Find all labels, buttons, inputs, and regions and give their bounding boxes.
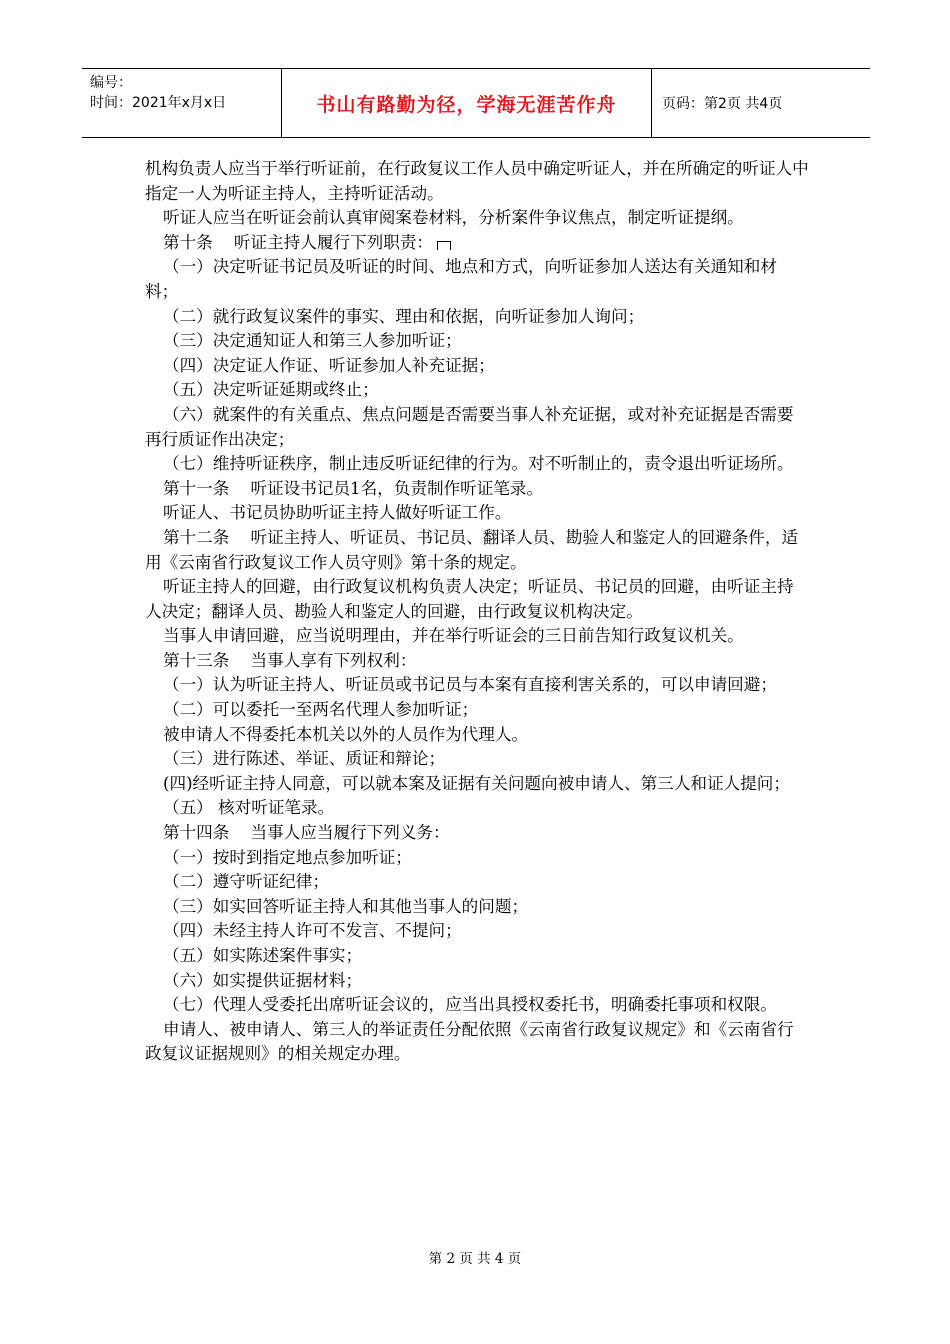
edit-mark-icon [437,241,451,250]
paragraph [145,157,810,206]
paragraph [145,378,810,403]
paragraph-text: （七）代理人受委托出席听证会议的，应当出具授权委托书，明确委托事项和权限。 [163,995,777,1015]
paragraph-text: 第十条 听证主持人履行下列职责： [163,232,434,252]
paragraph [145,649,810,674]
paragraph-text: （四）决定证人作证、听证参加人补充证据； [163,355,495,375]
paragraph [145,1018,810,1067]
paragraph-text: （二）遵守听证纪律； [163,872,329,892]
paragraph-text: 第十一条 听证设书记员1名，负责制作听证笔录。 [163,478,544,498]
paragraph [145,624,810,649]
paragraph-text: （五） 核对听证笔录。 [163,798,335,818]
paragraph [145,575,810,624]
paragraph-text: （六）就案件的有关重点、焦点问题是否需要当事人补充证据，或对补充证据是否需要再行质证作出决定； [145,404,794,449]
paragraph-text: （三）如实回答听证主持人和其他当事人的问题； [163,896,529,916]
paragraph [145,796,810,821]
paragraph-text: （一）认为听证主持人、听证员或书记员与本案有直接利害关系的，可以申请回避； [163,675,777,695]
paragraph [145,944,810,969]
paragraph-text: 第十二条 听证主持人、听证员、书记员、翻译人员、勘验人和鉴定人的回避条件，适用《云南省行政复议工作人员守则》第十条的规定。 [145,527,799,572]
header-meta [82,69,282,137]
paragraph-text: （三）决定通知证人和第三人参加听证； [163,331,462,351]
paragraph-text: （七）维持听证秩序，制止违反听证纪律的行为。对不听制止的，责令退出听证场所。 [163,454,794,474]
paragraph [145,673,810,698]
paragraph [145,969,810,994]
document-body [145,157,810,1067]
paragraph [145,698,810,723]
page-footer: 第 2 页 共 4 页 [428,1251,522,1267]
paragraph-text: 第十四条 当事人应当履行下列义务： [163,823,450,843]
paragraph-text: （二）可以委托一至两名代理人参加听证； [163,700,479,720]
paragraph-text: （一）按时到指定地点参加听证； [163,847,412,867]
paragraph-text: （三）进行陈述、举证、质证和辩论； [163,749,446,769]
paragraph-text: 听证人、书记员协助听证主持人做好听证工作。 [163,503,512,523]
paragraph [145,206,810,231]
paragraph-text: 听证人应当在听证会前认真审阅案卷材料，分析案件争议焦点，制定听证提纲。 [163,208,744,228]
paragraph-text: (四)经听证主持人同意，可以就本案及证据有关问题向被申请人、第三人和证人提问； [163,773,790,793]
paragraph [145,305,810,330]
paragraph-text: 第十三条 当事人享有下列权利： [163,650,417,670]
document-time-label: 时间：2021年x月x日 [90,95,227,111]
paragraph [145,821,810,846]
paragraph-text: （五）如实陈述案件事实； [163,946,363,965]
paragraph [145,846,810,871]
paragraph [145,354,810,379]
paragraph [145,772,810,797]
paragraph [145,895,810,920]
paragraph-text: 听证主持人的回避，由行政复议机构负责人决定；听证员、书记员的回避，由听证主持人决定；翻译人员、勘验人和鉴定人的回避，由行政复议机构决定。 [145,577,794,621]
paragraph [145,329,810,354]
paragraph [145,747,810,772]
paragraph [145,723,810,748]
document-number-label: 编号： [90,75,132,91]
header-motto: 书山有路勤为径，学海无涯苦作舟 [282,69,652,137]
paragraph-text: 申请人、被申请人、第三人的举证责任分配依照《云南省行政复议规定》和《云南省行政复议证据规则》的相关规定办理。 [145,1019,794,1064]
paragraph [145,452,810,477]
paragraph-text: （五）决定听证延期或终止； [163,380,379,400]
paragraph [145,255,810,304]
paragraph [145,231,810,256]
paragraph-text: （四）未经主持人许可不发言、不提问； [163,921,462,941]
paragraph-text: （六）如实提供证据材料； [163,970,363,990]
paragraph [145,403,810,452]
paragraph-text: （二）就行政复议案件的事实、理由和依据，向听证参加人询问； [163,306,645,326]
paragraph [145,993,810,1018]
paragraph [145,477,810,502]
header-page-info: 页码：第2页 共4页 [662,96,783,112]
paragraph-text: 当事人申请回避，应当说明理由，并在举行听证会的三日前告知行政复议机关。 [163,626,744,646]
page-header [82,68,870,138]
paragraph [145,870,810,895]
paragraph [145,501,810,526]
paragraph-text: （一）决定听证书记员及听证的时间、地点和方式，向听证参加人送达有关通知和材料； [145,257,777,301]
paragraph [145,526,810,575]
paragraph-text: 机构负责人应当于举行听证前，在行政复议工作人员中确定听证人，并在所确定的听证人中指定一人为听证主持人，主持听证活动。 [145,159,809,203]
paragraph-text: 被申请人不得委托本机关以外的人员作为代理人。 [163,724,529,744]
paragraph [145,919,810,944]
